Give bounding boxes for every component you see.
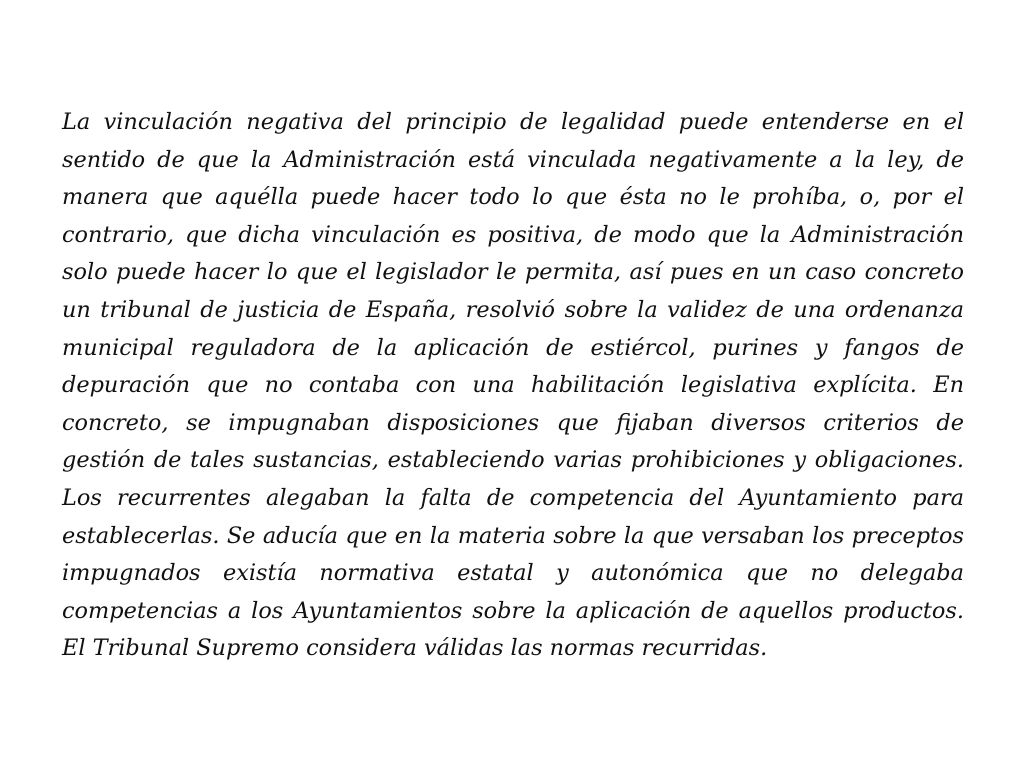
slide-body-paragraph: La vinculación negativa del principio de legalidad puede entenderse en el sentido de que la Administración está vinculada negativamente a la ley, de manera que aquélla puede hacer todo lo que ésta no le prohíba, o, por el contrario, que dicha vinculación es positiva, de modo que la Administración solo puede hacer lo que el legislador le permita, así pues en un caso concreto un tribunal de justicia de España, resolvió sobre la validez de una ordenanza municipal reguladora de la aplicación de estiércol, purines y fangos de depuración que no contaba con una habilitación legislativa explícita. En concreto, se impugnaban disposiciones que fijaban diversos criterios de gestión de tales sustancias, estableciendo varias prohibiciones y obligaciones. Los recurrentes alegaban la falta de competencia del Ayuntamiento para establecerlas. Se aducía que en la materia sobre la que versaban los preceptos impugnados existía normativa estatal y autonómica que no delegaba competencias a los Ayuntamientos sobre la aplicación de aquellos productos. El Tribunal Supremo considera válidas las normas recurridas. <box>62 109 964 662</box>
